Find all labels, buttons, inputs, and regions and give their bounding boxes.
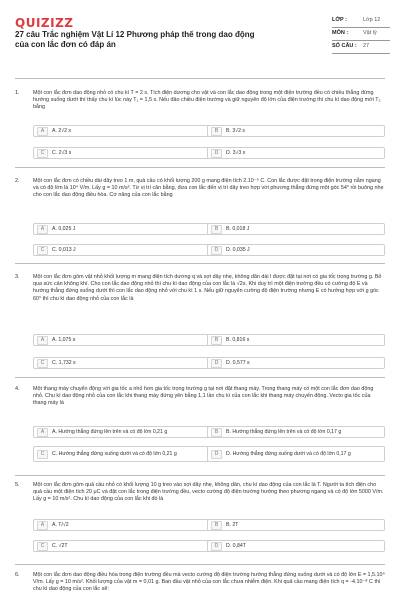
quizizz-logo: QUIZIZZ [15, 16, 74, 30]
option-letter: D [211, 450, 222, 459]
quiz-title: 27 câu Trắc nghiệm Vật Lí 12 Phương pháp thế trong dao động của con lắc đơn có đáp án [15, 30, 255, 49]
option-b[interactable] [207, 125, 385, 137]
option-letter: B [211, 225, 222, 234]
question-number: 4. [15, 386, 20, 392]
option-d[interactable] [207, 446, 385, 462]
option-b[interactable] [207, 334, 385, 346]
question-text: Một con lắc đơn dao động nhỏ có chu kì T = 2 s. Tích điện dương cho vật và con lắc dao động trong một điện trường đều có chiều thẳng đứng hướng xuống dưới thì thấy chu kì lúc này T₁ = 1,5 s. Nếu đảo chiều điện trường và giữ nguyên độ lớn của điện trường thì chu kì dao động mới T₂ bằng [33, 90, 381, 111]
option-a[interactable] [33, 334, 211, 346]
option-letter: C [37, 359, 48, 368]
option-text: C. 2√3 s [52, 150, 72, 156]
option-letter: D [211, 359, 222, 368]
question-text: Một con lắc đơn gồm quả cầu nhỏ có khối lượng 10 g treo vào sợi dây nhẹ, không dãn, chu kì dao động của con lắc là T. Người ta tích điện cho quả cầu một điện tích 20 μC và đặt con lắc trong điện trường đều, vecto cường độ điện trường hướng theo phương ngang và có độ lớn 5000 V/m. Lấy g = 10 m/s². Chu kì dao động của con lắc khi đó là [33, 482, 384, 503]
option-text: C. Hướng thẳng đứng xuống dưới và có độ lớn 0,21 g [52, 451, 177, 457]
option-text: C. √2T [52, 543, 68, 549]
question-number: 2. [15, 178, 20, 184]
option-letter: A [37, 127, 48, 136]
question-divider [15, 475, 385, 476]
option-a[interactable] [33, 223, 211, 235]
question-number: 3. [15, 274, 20, 280]
option-text: A. Hướng thẳng đứng lên trên và có độ lớn 0,21 g [52, 429, 168, 435]
option-a[interactable] [33, 125, 211, 137]
option-letter: B [211, 336, 222, 345]
option-text: A. T/√2 [52, 522, 69, 528]
option-letter: A [37, 428, 48, 437]
meta-key: LỚP : [332, 17, 347, 23]
option-c[interactable] [33, 244, 211, 256]
question-text: Một thang máy chuyển động với gia tốc a nhỏ hơn gia tốc trọng trường g tại nơi đặt thang máy. Trong thang máy có một con lắc đơn dao động nhỏ. Chu kì dao động nhỏ của con lắc khi thang máy đứng yên bằng 1,1 lần chu kì của con lắc khi thang máy chuyển động. Vecto gia tốc của thang máy là [33, 386, 374, 407]
quiz-meta [332, 15, 390, 54]
option-d[interactable] [207, 244, 385, 256]
question-divider [15, 263, 385, 264]
option-c[interactable] [33, 357, 211, 369]
meta-value: Lớp 12 [363, 17, 381, 23]
question-divider [15, 167, 385, 168]
meta-value: 27 [363, 43, 370, 49]
meta-value: Vật lý [363, 30, 377, 36]
option-text: B. 0,018 J [226, 226, 250, 232]
option-letter: C [37, 542, 48, 551]
option-text: A. 0,025 J [52, 226, 76, 232]
option-b[interactable] [207, 519, 385, 531]
option-text: C. 1,732 s [52, 360, 76, 366]
option-letter: D [211, 246, 222, 255]
option-c[interactable] [33, 446, 211, 462]
option-d[interactable] [207, 147, 385, 159]
option-letter: D [211, 149, 222, 158]
question-text: Một con lắc đơn có chiều dài dây treo 1 m, quả cầu có khối lượng 200 g mang điện tích 2.10⁻⁵ C. Con lắc được đặt trong điện trường nằm ngang và có độ lớn là 10⁴ V/m. Lấy g = 10 m/s². Từ vị trí cân bằng, đưa con lắc đến vị trí dây treo hợp với phương thẳng đứng một góc 54° rồi buông nhẹ cho con lắc dao động điều hòa. Cơ năng của con lắc bằng [33, 178, 384, 199]
question-text: Một con lắc đơn dao động điều hòa trong điện trường đều mà vecto cường độ điện trường hướng thẳng đứng xuống dưới và có độ lớn E = 1,5.10⁴ V/m. Lấy g = 10 m/s². Khối lượng của vật m = 0,01 g. Ban đầu vật nhỏ của con lắc chưa nhiễm điện. Khi quả cầu mang điện tích q = -4.10⁻⁸ C thì chu kì dao động của con lắc sẽ: [33, 572, 385, 593]
question-number: 6. [15, 572, 20, 578]
option-text: A. 2√2 s [52, 128, 71, 134]
option-c[interactable] [33, 540, 211, 552]
option-text: A. 1,075 s [52, 337, 76, 343]
option-letter: A [37, 521, 48, 530]
option-text: B. 3√2 s [226, 128, 245, 134]
question-number: 1. [15, 90, 20, 96]
option-text: D. 0,84T [226, 543, 246, 549]
question-divider [15, 564, 385, 565]
option-letter: A [37, 336, 48, 345]
option-letter: B [211, 127, 222, 136]
option-letter: B [211, 428, 222, 437]
option-letter: C [37, 246, 48, 255]
option-letter: A [37, 225, 48, 234]
question-number: 5. [15, 482, 20, 488]
option-letter: D [211, 542, 222, 551]
option-text: C. 0,013 J [52, 247, 76, 253]
option-letter: C [37, 149, 48, 158]
question-divider [15, 377, 385, 378]
header-divider [15, 78, 385, 79]
option-text: B. 0,816 s [226, 337, 250, 343]
option-text: D. 0,035 J [226, 247, 250, 253]
option-a[interactable] [33, 519, 211, 531]
option-b[interactable] [207, 223, 385, 235]
meta-key: MÔN : [332, 30, 349, 36]
option-text: B. Hướng thẳng đứng lên trên và có độ lớn 0,17 g [226, 429, 342, 435]
option-text: B. 2T [226, 522, 239, 528]
question-text: Một con lắc đơn gồm vật nhỏ khối lượng m mang điện tích dương q và sợi dây nhẹ, không dãn dài l được đặt tại nơi có gia tốc trọng trường g. Bỏ qua sức cản không khí. Cho con lắc dao động nhỏ thì chu kì dao động của con lắc là √2s. Khi duy trì một điện trường đều có cường độ E và hướng thẳng đứng xuống dưới thì con lắc dao động nhỏ với chu kì 1 s. Nếu giữ nguyên cường độ điện trường nhưng E có hướng hợp với g góc 60° thì chu kì dao động nhỏ của con lắc là [33, 274, 382, 302]
option-b[interactable] [207, 426, 385, 438]
meta-row-class [332, 15, 390, 28]
option-letter: C [37, 450, 48, 459]
meta-key: SỐ CÂU : [332, 43, 357, 49]
option-letter: B [211, 521, 222, 530]
meta-row-subject [332, 28, 390, 41]
option-text: D. 0,577 s [226, 360, 250, 366]
meta-row-count [332, 41, 390, 54]
option-text: D. Hướng thẳng đứng xuống dưới và có độ lớn 0,17 g [226, 451, 351, 457]
option-a[interactable] [33, 426, 211, 438]
option-text: D. 3√3 s [226, 150, 246, 156]
option-c[interactable] [33, 147, 211, 159]
option-d[interactable] [207, 540, 385, 552]
option-d[interactable] [207, 357, 385, 369]
